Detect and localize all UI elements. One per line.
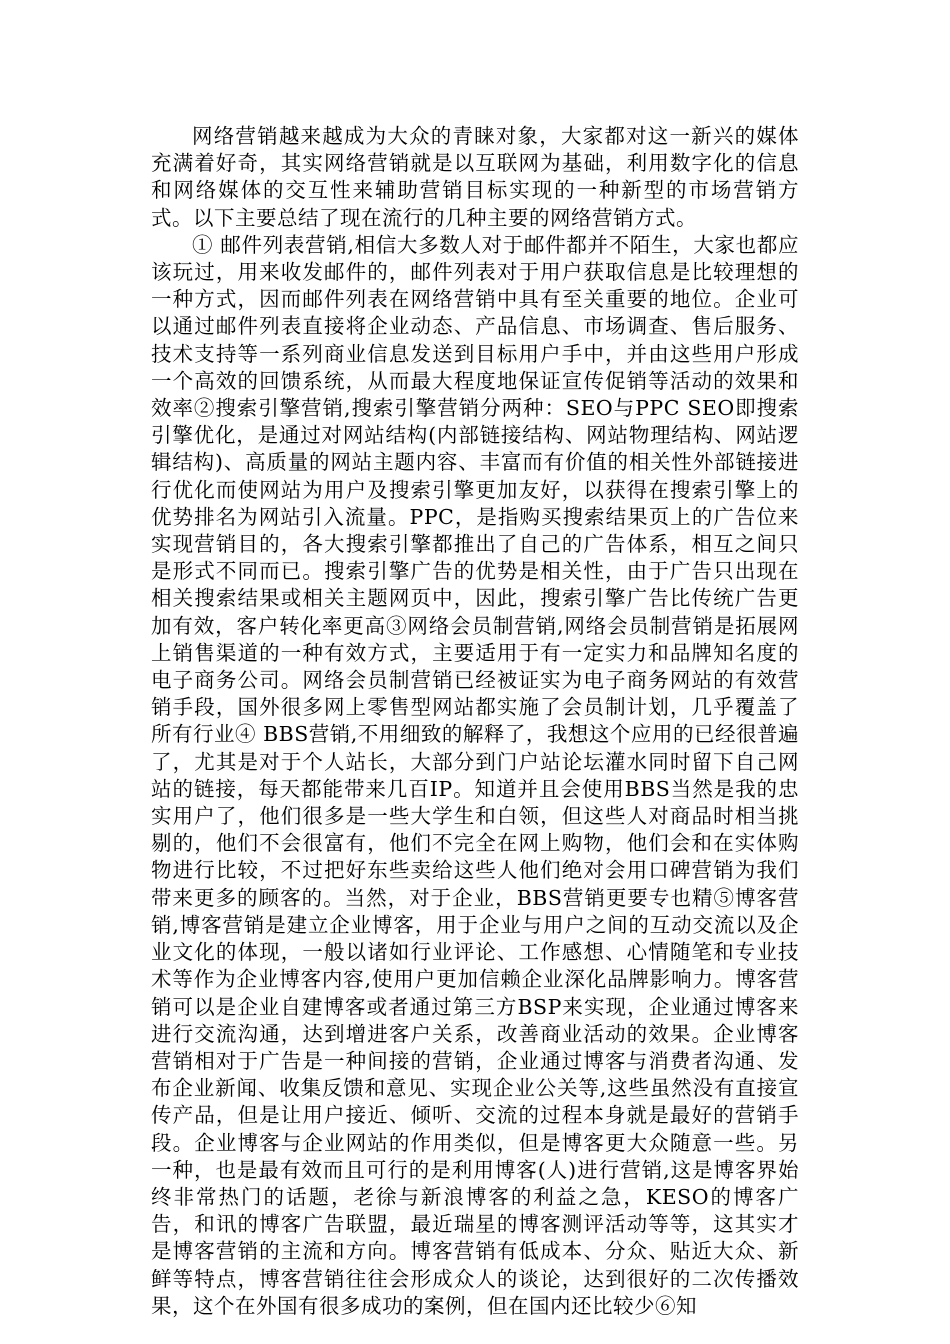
methods-paragraph: ① 邮件列表营销,相信大多数人对于邮件都并不陌生，大家也都应该玩过，用来收发邮件的，邮件列表对于用户获取信息是比较理想的一种方式，因而邮件列表在网络营销中具有至关重要的地位。企业可以通过邮件列表直接将企业动态、产品信息、市场调查、售后服务、技术支持等一系列商业信息发送到目标用户手中，并由这些用户形成一个高效的回馈系统，从而最大程度地保证宣传促销等活动的效果和效率②搜索引擎营销,搜索引擎营销分两种：SEO与PPC SEO即搜索引擎优化，是通过对网站结构(内部链接结构、网站物理结构、网站逻辑结构)、高质量的网站主题内容、丰富而有价值的相关性外部链接进行优化而使网站为用户及搜索引擎更加友好，以获得在搜索引擎上的优势排名为网站引入流量。PPC，是指购买搜索结果页上的广告位来实现营销目的，各大搜索引擎都推出了自己的广告体系，相互之间只是形式不同而已。搜索引擎广告的优势是相关性，由于广告只出现在相关搜索结果或相关主题网页中，因此，搜索引擎广告比传统广告更加有效，客户转化率更高③网络会员制营销,网络会员制营销是拓展网上销售渠道的一种有效方式，主要适用于有一定实力和品牌知名度的电子商务公司。网络会员制营销已经被证实为电子商务网站的有效营销手段，国外很多网上零售型网站都实施了会员制计划，几乎覆盖了所有行业④ BBS营销,不用细致的解释了，我想这个应用的已经很普遍了，尤其是对于个人站长，大部分到门户站论坛灌水同时留下自己网站的链接，每天都能带来几百IP。知道并且会使用BBS当然是我的忠实用户了，他们很多是一些大学生和白领，但这些人对商品时相当挑剔的，他们不会很富有，他们不完全在网上购物，他们会和在实体购物进行比较，不过把好东些卖给这些人他们绝对会用口碑营销为我们带来更多的顾客的。当然，对于企业，BBS营销更要专也精⑤博客营销,博客营销是建立企业博客，用于企业与用户之间的互动交流以及企业文化的体现，一般以诸如行业评论、工作感想、心情随笔和专业技术等作为企业博客内容,使用户更加信赖企业深化品牌影响力。博客营销可以是企业自建博客或者通过第三方BSP来实现，企业通过博客来进行交流沟通，达到增进客户关系，改善商业活动的效果。企业博客营销相对于广告是一种间接的营销，企业通过博客与消费者沟通、发布企业新闻、收集反馈和意见、实现企业公关等,这些虽然没有直接宣传产品，但是让用户接近、倾听、交流的过程本身就是最好的营销手段。企业博客与企业网站的作用类似，但是博客更大众随意一些。另一种，也是最有效而且可行的是利用博客(人)进行营销,这是博客界始终非常热门的话题，老徐与新浪博客的利益之急，KESO的博客广告，和讯的博客广告联盟，最近瑞星的博客测评活动等等，这其实才是博客营销的主流和方向。博客营销有低成本、分众、贴近大众、新鲜等特点，博客营销往往会形成众人的谈论，达到很好的二次传播效果，这个在外国有很多成功的案例，但在国内还比较少⑥知 [151,232,799,1318]
body-text [151,123,799,1320]
intro-paragraph: 网络营销越来越成为大众的青睐对象，大家都对这一新兴的媒体充满着好奇，其实网络营销就是以互联网为基础，利用数字化的信息和网络媒体的交互性来辅助营销目标实现的一种新型的市场营销方式。以下主要总结了现在流行的几种主要的网络营销方式。 [151,124,799,230]
